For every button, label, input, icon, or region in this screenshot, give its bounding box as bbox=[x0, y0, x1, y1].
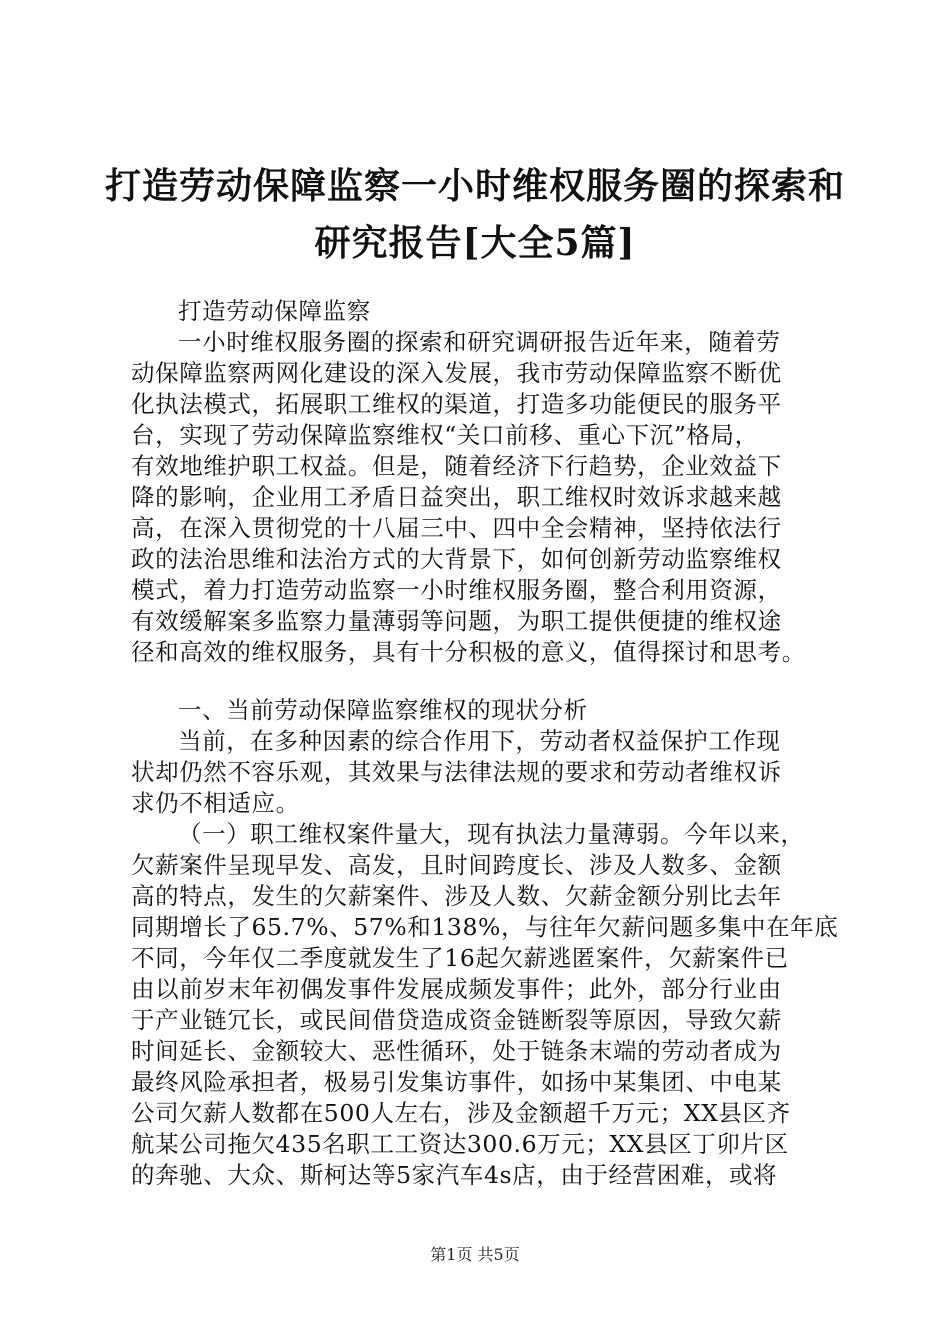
body-line: 航某公司拖欠435名职工工资达300.6万元；XX县区丁卯片区 bbox=[131, 1130, 789, 1158]
body-line: 台，实现了劳动保障监察维权“关口前移、重心下沉”格局， bbox=[131, 421, 759, 449]
body-line: 降的影响，企业用工矛盾日益突出，职工维权时效诉求越来越 bbox=[131, 483, 782, 511]
body-line: 高的特点，发生的欠薪案件、涉及人数、欠薪金额分别比去年 bbox=[131, 882, 782, 910]
body-line: 由以前岁末年初偶发事件发展成频发事件；此外，部分行业由 bbox=[131, 975, 782, 1003]
body-line: 不同，今年仅二季度就发生了16起欠薪逃匿案件，欠薪案件已 bbox=[131, 944, 789, 972]
body-line: 动保障监察两网化建设的深入发展，我市劳动保障监察不断优 bbox=[131, 359, 782, 387]
body-line: 求仍不相适应。 bbox=[131, 789, 300, 817]
body-line: 有效缓解案多监察力量薄弱等问题，为职工提供便捷的维权途 bbox=[131, 607, 782, 635]
body-line: 的奔驰、大众、斯柯达等5家汽车4s店，由于经营困难，或将 bbox=[131, 1161, 778, 1189]
body-line: 公司欠薪人数都在500人左右，涉及金额超千万元；XX县区齐 bbox=[131, 1099, 791, 1127]
body-line: 模式，着力打造劳动监察一小时维权服务圈，整合利用资源， bbox=[131, 576, 782, 604]
body-line: 径和高效的维权服务，具有十分积极的意义，值得探讨和思考。 bbox=[131, 638, 806, 666]
body-line: 化执法模式，拓展职工维权的渠道，打造多功能便民的服务平 bbox=[131, 390, 782, 418]
body-line: 有效地维护职工权益。但是，随着经济下行趋势，企业效益下 bbox=[131, 452, 782, 480]
document-title-line-2: 研究报告[大全5篇] bbox=[314, 222, 636, 264]
section-heading: 一、当前劳动保障监察维权的现状分析 bbox=[178, 696, 588, 724]
body-line: 同期增长了65.7%、57%和138%，与往年欠薪问题多集中在年底 bbox=[131, 913, 839, 941]
body-line: 政的法治思维和法治方式的大背景下，如何创新劳动监察维权 bbox=[131, 545, 782, 573]
body-line: 于产业链冗长，或民间借贷造成资金链断裂等原因，导致欠薪 bbox=[131, 1006, 782, 1034]
body-line: 打造劳动保障监察 bbox=[178, 297, 371, 325]
body-line: 欠薪案件呈现早发、高发，且时间跨度长、涉及人数多、金额 bbox=[131, 851, 782, 879]
body-line: 最终风险承担者，极易引发集访事件，如扬中某集团、中电某 bbox=[131, 1068, 782, 1096]
body-line: 状却仍然不容乐观，其效果与法律法规的要求和劳动者维权诉 bbox=[131, 758, 782, 786]
body-line: 时间延长、金额较大、恶性循环，处于链条末端的劳动者成为 bbox=[131, 1037, 782, 1065]
body-line: （一）职工维权案件量大，现有执法力量薄弱。今年以来， bbox=[178, 820, 805, 848]
body-line: 当前，在多种因素的综合作用下，劳动者权益保护工作现 bbox=[178, 727, 781, 755]
body-line: 一小时维权服务圈的探索和研究调研报告近年来，随着劳 bbox=[178, 328, 781, 356]
body-line: 高，在深入贯彻党的十八届三中、四中全会精神，坚持依法行 bbox=[131, 514, 782, 542]
page-number-footer: 第1页 共5页 bbox=[430, 1245, 520, 1264]
document-title-line-1: 打造劳动保障监察一小时维权服务圈的探索和 bbox=[104, 165, 845, 207]
